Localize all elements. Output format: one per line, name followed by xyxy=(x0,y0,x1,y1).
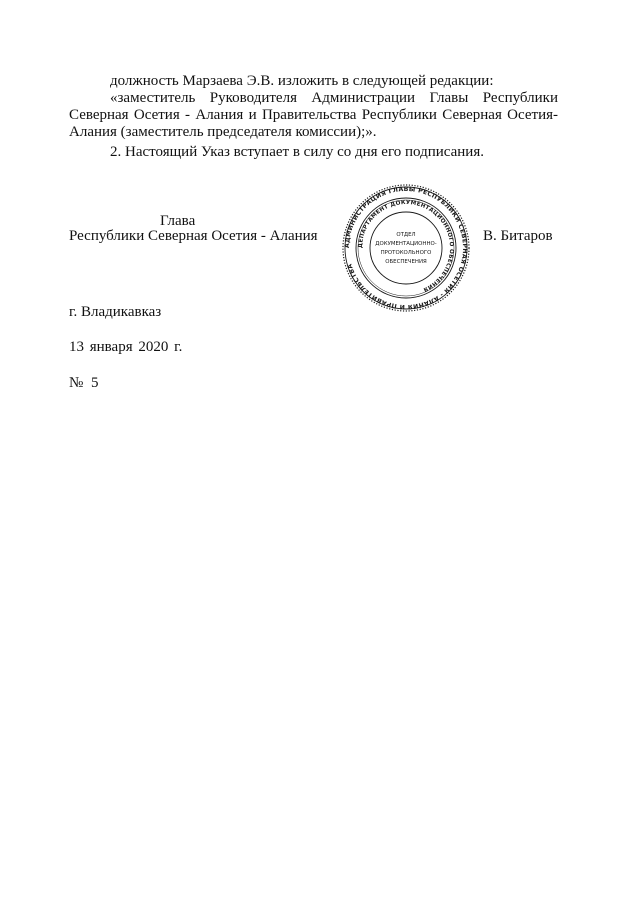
paragraph-2-line-3: Алания (заместитель председателя комиссии);». xyxy=(69,124,377,140)
footer-date: 13 января 2020 г. xyxy=(69,339,183,355)
footer-city: г. Владикавказ xyxy=(69,304,162,320)
seal-center-line-1: ОТДЕЛ xyxy=(396,232,416,238)
signature-title: Глава xyxy=(160,213,196,229)
signature-organization: Республики Северная Осетия - Алания xyxy=(69,228,318,244)
paragraph-3: 2. Настоящий Указ вступает в силу со дня его подписания. xyxy=(110,144,484,160)
seal-center-line-2: ДОКУМЕНТАЦИОННО- xyxy=(375,241,437,247)
paragraph-2-line-1: «заместитель Руководителя Администрации Главы Республики xyxy=(110,90,558,106)
seal-center-line-4: ОБЕСПЕЧЕНИЯ xyxy=(385,259,427,265)
seal-outer-text: АДМИНИСТРАЦИЯ ГЛАВЫ РЕСПУБЛИКИ СЕВЕРНАЯ ОСЕТИЯ - АЛАНИЯ И ПРАВИТЕЛЬСТВА xyxy=(343,185,469,311)
paragraph-2-line-2: Северная Осетия - Алания и Правительства Республики Северная Осетия- xyxy=(69,107,558,123)
official-seal-stamp xyxy=(341,183,471,313)
seal-center-line-3: ПРОТОКОЛЬНОГО xyxy=(380,250,432,256)
seal-inner-text: ДЕПАРТАМЕНТ ДОКУМЕНТАЦИОННОГО ОБЕСПЕЧЕНИЯ xyxy=(357,199,455,293)
signature-name: В. Битаров xyxy=(483,228,553,244)
paragraph-1: должность Марзаева Э.В. изложить в следующей редакции: xyxy=(110,73,494,89)
footer-number: № 5 xyxy=(69,375,99,391)
